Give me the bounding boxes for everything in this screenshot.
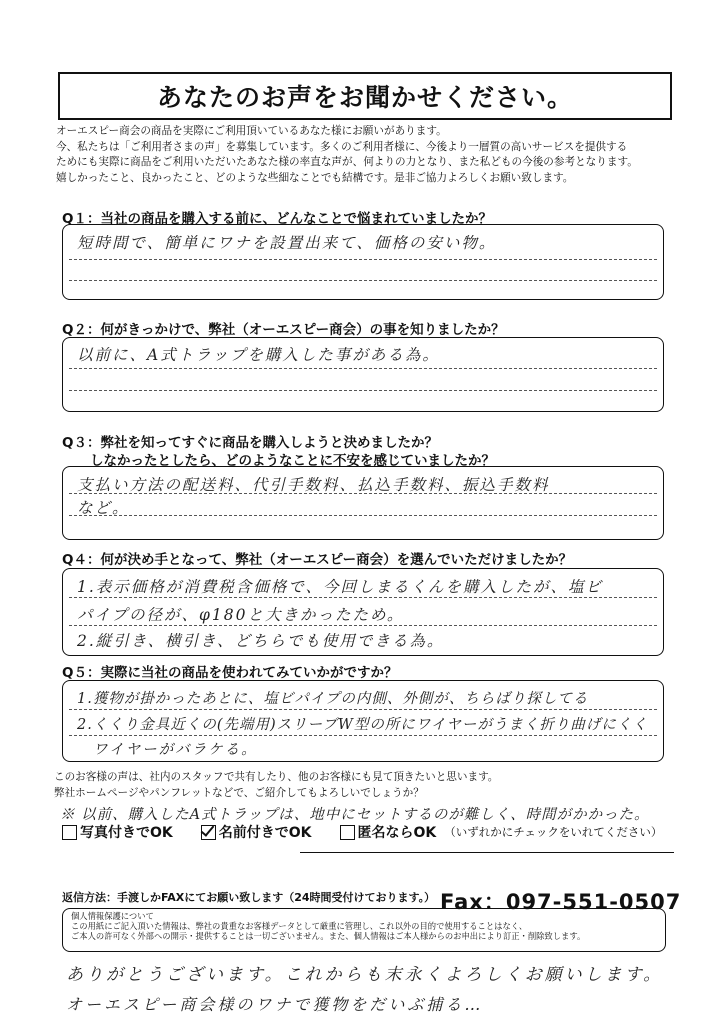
- fax-number: Fax：097-551-0507: [440, 890, 682, 914]
- check-instruction: （いずれかにチェックをいれてください）: [444, 825, 663, 839]
- answer-rule: [69, 515, 657, 516]
- checkbox-photo[interactable]: [62, 825, 77, 840]
- checkbox-name[interactable]: [201, 825, 216, 840]
- share-line: 弊社ホームページやパンフレットなどで、ご紹介してもよろしいでしょうか？: [54, 786, 424, 799]
- title-box: [58, 72, 672, 120]
- question-5-label: Q５：実際に当社の商品を使われてみていかがですか？: [62, 665, 398, 681]
- answer-rule: [69, 368, 657, 369]
- privacy-notice: [62, 908, 666, 952]
- answer-rule: [69, 259, 657, 260]
- intro-line: 今、私たちは「ご利用者さまの声」を募集しています。多くのご利用者様に、今後より一層質の高いサービスを提供する: [56, 140, 628, 153]
- intro-line: オーエスピー商会の商品を実際にご利用頂いているあなた様にお願いがあります。: [56, 125, 447, 137]
- check-photo[interactable]: [62, 822, 173, 842]
- intro-text: [56, 124, 676, 186]
- question-3-label: Q３：弊社を知ってすぐに商品を購入しようと決めましたか？: [62, 435, 438, 451]
- question-2-label: Q２：何がきっかけで、弊社（オーエスピー商会）の事を知りましたか？: [62, 322, 505, 338]
- checkbox-anonymous[interactable]: [340, 825, 355, 840]
- answer-line: 短時間で、簡単にワナを設置出来て、価格の安い物。: [77, 234, 497, 252]
- question-3-label-2: しなかったとしたら、どのようなことに不安を感じていましたか？: [90, 453, 495, 469]
- share-line: このお客様の声は、社内のスタッフで共有したり、他のお客様にも見て頂きたいと思います。: [54, 771, 499, 783]
- answer-line: 以前に、A式トラップを購入した事がある為。: [77, 346, 440, 364]
- answer-box-q5[interactable]: [62, 680, 664, 762]
- answer-box-q4[interactable]: [62, 568, 664, 656]
- answer-rule: [69, 390, 657, 391]
- answer-rule: [69, 709, 657, 710]
- check-anonymous[interactable]: [340, 822, 437, 842]
- answer-line: など。: [77, 499, 130, 517]
- answer-line: 1.獲物が掛かったあとに、塩ビパイプの内側、外側が、ちらばり探してる: [77, 691, 589, 707]
- question-4-label: Q４：何が決め手となって、弊社（オーエスピー商会）を選んでいただけましたか？: [62, 552, 573, 568]
- answer-line: 1.表示価格が消費税含価格で、今回しまるくんを購入したが、塩ビ: [77, 578, 603, 596]
- page-title: あなたのお声をお聞かせください。: [156, 83, 573, 112]
- answer-rule: [69, 280, 657, 281]
- share-handwritten-note: ※ 以前、購入したA式トラップは、地中にセットするのが難しく、時間がかかった。: [60, 807, 650, 823]
- answer-box-q2[interactable]: [62, 337, 664, 412]
- answer-rule: [69, 735, 657, 736]
- check-label: 匿名ならOK: [357, 825, 437, 841]
- return-method: 返信方法：手渡しかFAXにてお願い致します（24時間受付けております。）: [62, 891, 436, 904]
- bottom-handwritten-note: オーエスピー商会様のワナで獲物をだいぶ捕る…: [66, 995, 484, 1014]
- intro-line: 嬉しかったこと、良かったこと、どのような些細なことでも結構です。是非ご協力よろしくお願い致します。: [56, 171, 574, 184]
- privacy-line: 個人情報保護について: [71, 911, 154, 921]
- answer-box-q1[interactable]: [62, 224, 664, 300]
- answer-rule: [69, 625, 657, 626]
- intro-line: ためにも実際に商品をご利用いただいたあなた様の率直な声が、何よりの力となり、また私どもの今後の参考となります。: [56, 156, 638, 168]
- check-name[interactable]: [201, 822, 312, 842]
- answer-line: 2.縦引き、横引き、どちらでも使用できる為。: [77, 632, 445, 650]
- check-label: 名前付きでOK: [218, 825, 312, 841]
- privacy-line: この用紙にご記入頂いた情報は、弊社の貴重なお客様データとして厳重に管理し、これ以外の目的で使用することはなく、: [71, 921, 528, 931]
- answer-box-q3[interactable]: [62, 466, 664, 540]
- answer-line: 支払い方法の配送料、代引手数料、払込手数料、振込手数料: [77, 476, 550, 494]
- answer-line: 2.くくり金具近くの(先端用)スリーブW型の所にワイヤーがうまく折り曲げにくく: [77, 717, 648, 733]
- privacy-line: ご本人の許可なく外部への開示・提供することは一切ございません。また、個人情報はご本人様からのお申出により訂正・削除致します。: [71, 931, 586, 941]
- signature-line: [300, 852, 674, 853]
- check-label: 写真付きでOK: [80, 825, 173, 841]
- question-1-label: Q１：当社の商品を購入する前に、どんなことで悩まれていましたか？: [62, 211, 492, 227]
- share-permission-text: [54, 770, 498, 801]
- answer-rule: [69, 597, 657, 598]
- answer-line: パイプの径が、φ180と大きかったため。: [77, 606, 405, 624]
- bottom-handwritten-note: ありがとうございます。これからも末永くよろしくお願いします。: [66, 965, 664, 985]
- permission-checkboxes: [62, 822, 662, 842]
- answer-line: ワイヤーがバラケる。: [93, 742, 258, 758]
